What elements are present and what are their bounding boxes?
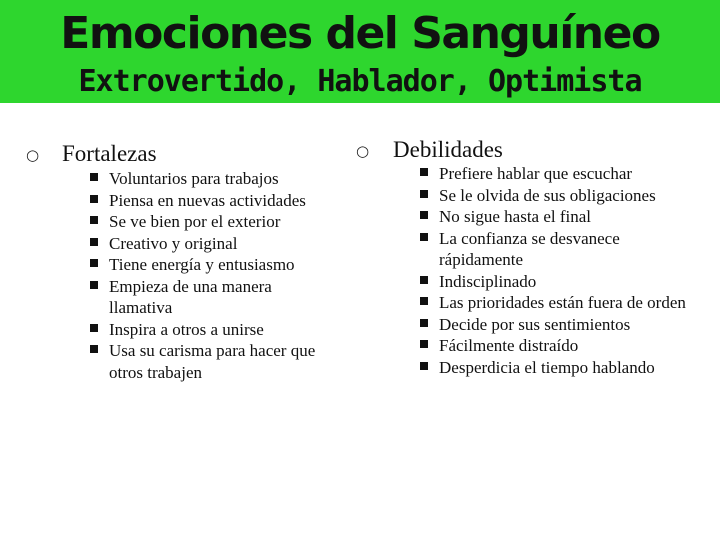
weaknesses-bullet-icon: ○ [356,142,370,160]
list-item: Piensa en nuevas actividades [88,190,358,212]
list-item: Decide por sus sentimientos [418,314,713,336]
list-item: Indisciplinado [418,271,713,293]
list-item: Empieza de una manera llamativa [88,276,358,319]
square-bullet-icon [420,297,428,305]
square-bullet-icon [90,324,98,332]
list-item: Creativo y original [88,233,358,255]
slide-title: Emociones del Sanguíneo [60,8,660,59]
strengths-bullet-icon: ○ [26,146,40,164]
list-item: Las prioridades están fuera de orden [418,292,713,314]
list-item: Prefiere hablar que escuchar [418,163,713,185]
list-item: Se ve bien por el exterior [88,211,358,233]
square-bullet-icon [420,190,428,198]
square-bullet-icon [90,173,98,181]
weaknesses-list [418,163,713,378]
square-bullet-icon [90,259,98,267]
list-item: Fácilmente distraído [418,335,713,357]
square-bullet-icon [420,211,428,219]
list-item: Tiene energía y entusiasmo [88,254,358,276]
square-bullet-icon [420,233,428,241]
square-bullet-icon [90,216,98,224]
square-bullet-icon [90,345,98,353]
list-item: Usa su carisma para hacer que otros trabajen [88,340,358,383]
square-bullet-icon [420,319,428,327]
strengths-list [88,168,358,383]
list-item: No sigue hasta el final [418,206,713,228]
square-bullet-icon [420,362,428,370]
square-bullet-icon [420,168,428,176]
list-item: Voluntarios para trabajos [88,168,358,190]
strengths-heading: Fortalezas [62,141,157,166]
square-bullet-icon [90,195,98,203]
list-item: Inspira a otros a unirse [88,319,358,341]
square-bullet-icon [90,238,98,246]
list-item: Desperdicia el tiempo hablando [418,357,713,379]
square-bullet-icon [420,276,428,284]
square-bullet-icon [90,281,98,289]
list-item: Se le olvida de sus obligaciones [418,185,713,207]
list-item: La confianza se desvanece rápidamente [418,228,713,271]
square-bullet-icon [420,340,428,348]
weaknesses-heading: Debilidades [393,137,503,162]
slide-subtitle: Extrovertido, Hablador, Optimista [78,64,642,99]
